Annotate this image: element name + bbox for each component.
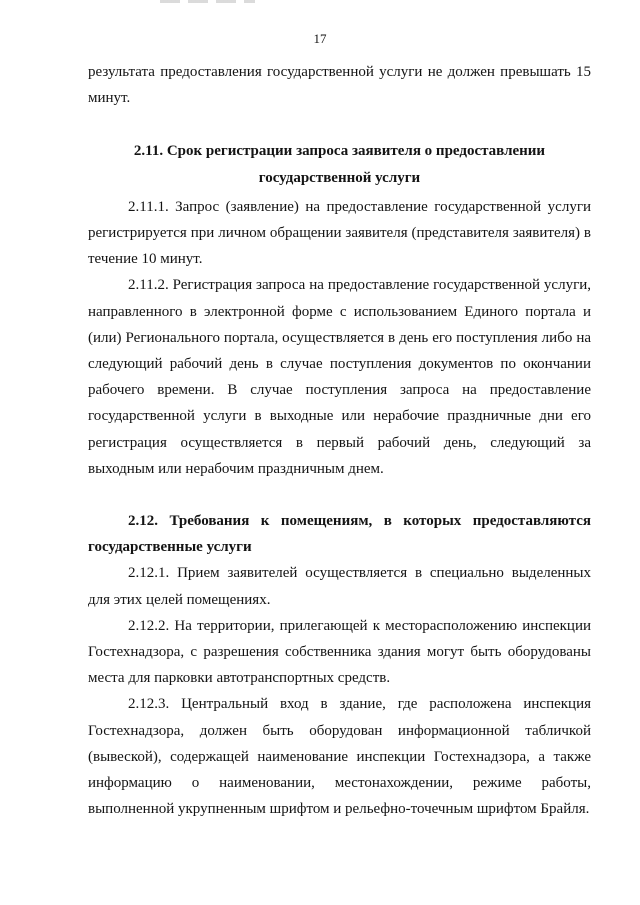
section-2-12 <box>88 508 591 822</box>
page-number: 17 <box>313 31 327 46</box>
paragraph-2-12-1: 2.12.1. Прием заявителей осуществляется в специально выделенных для этих целей помещениях. <box>88 565 591 608</box>
paragraph-2-12-2: 2.12.2. На территории, прилегающей к месторасположению инспекции Гостехнадзора, с разрешения собственника здания могут быть оборудованы места для парковки автотранспортных средств. <box>88 617 591 687</box>
document-content <box>88 59 591 822</box>
paragraph-2-11-2: 2.11.2. Регистрация запроса на предоставление государственной услуги, направленного в электронной форме с использованием Единого портала и (или) Регионального портала, осуществляется в день его поступления либо на следующий рабочий день в случае поступления документов по окончании рабочего времени. В случае поступления запроса на предоставление государственной услуги в выходные или нерабочие праздничные дни его регистрация осуществляется в первый рабочий день, следующий за выходным или нерабочим праздничным днем. <box>88 277 591 477</box>
paragraph-2-11-1: 2.11.1. Запрос (заявление) на предоставление государственной услуги регистрируется при личном обращении заявителя (представителя заявителя) в течение 10 минут. <box>88 198 591 268</box>
section-2-12-heading: 2.12. Требования к помещениям, в которых предоставляются государственные услуги <box>88 513 591 556</box>
section-2-11-heading: 2.11. Срок регистрации запроса заявителя о предоставлении государственной услуги <box>133 143 546 186</box>
section-2-11 <box>88 138 591 482</box>
intro-paragraph: результата предоставления государственной услуги не должен превышать 15 минут. <box>88 64 591 107</box>
scan-edge-artifact <box>160 0 255 3</box>
paragraph-2-12-3: 2.12.3. Центральный вход в здание, где расположена инспекция Гостехнадзора, должен быть оборудован информационной табличкой (вывеской), содержащей наименование инспекции Гостехнадзора, а также информацию о наименовании, местонахождении, режиме работы, выполненной укрупненным шрифтом и рельефно-точечным шрифтом Брайля. <box>88 696 591 818</box>
